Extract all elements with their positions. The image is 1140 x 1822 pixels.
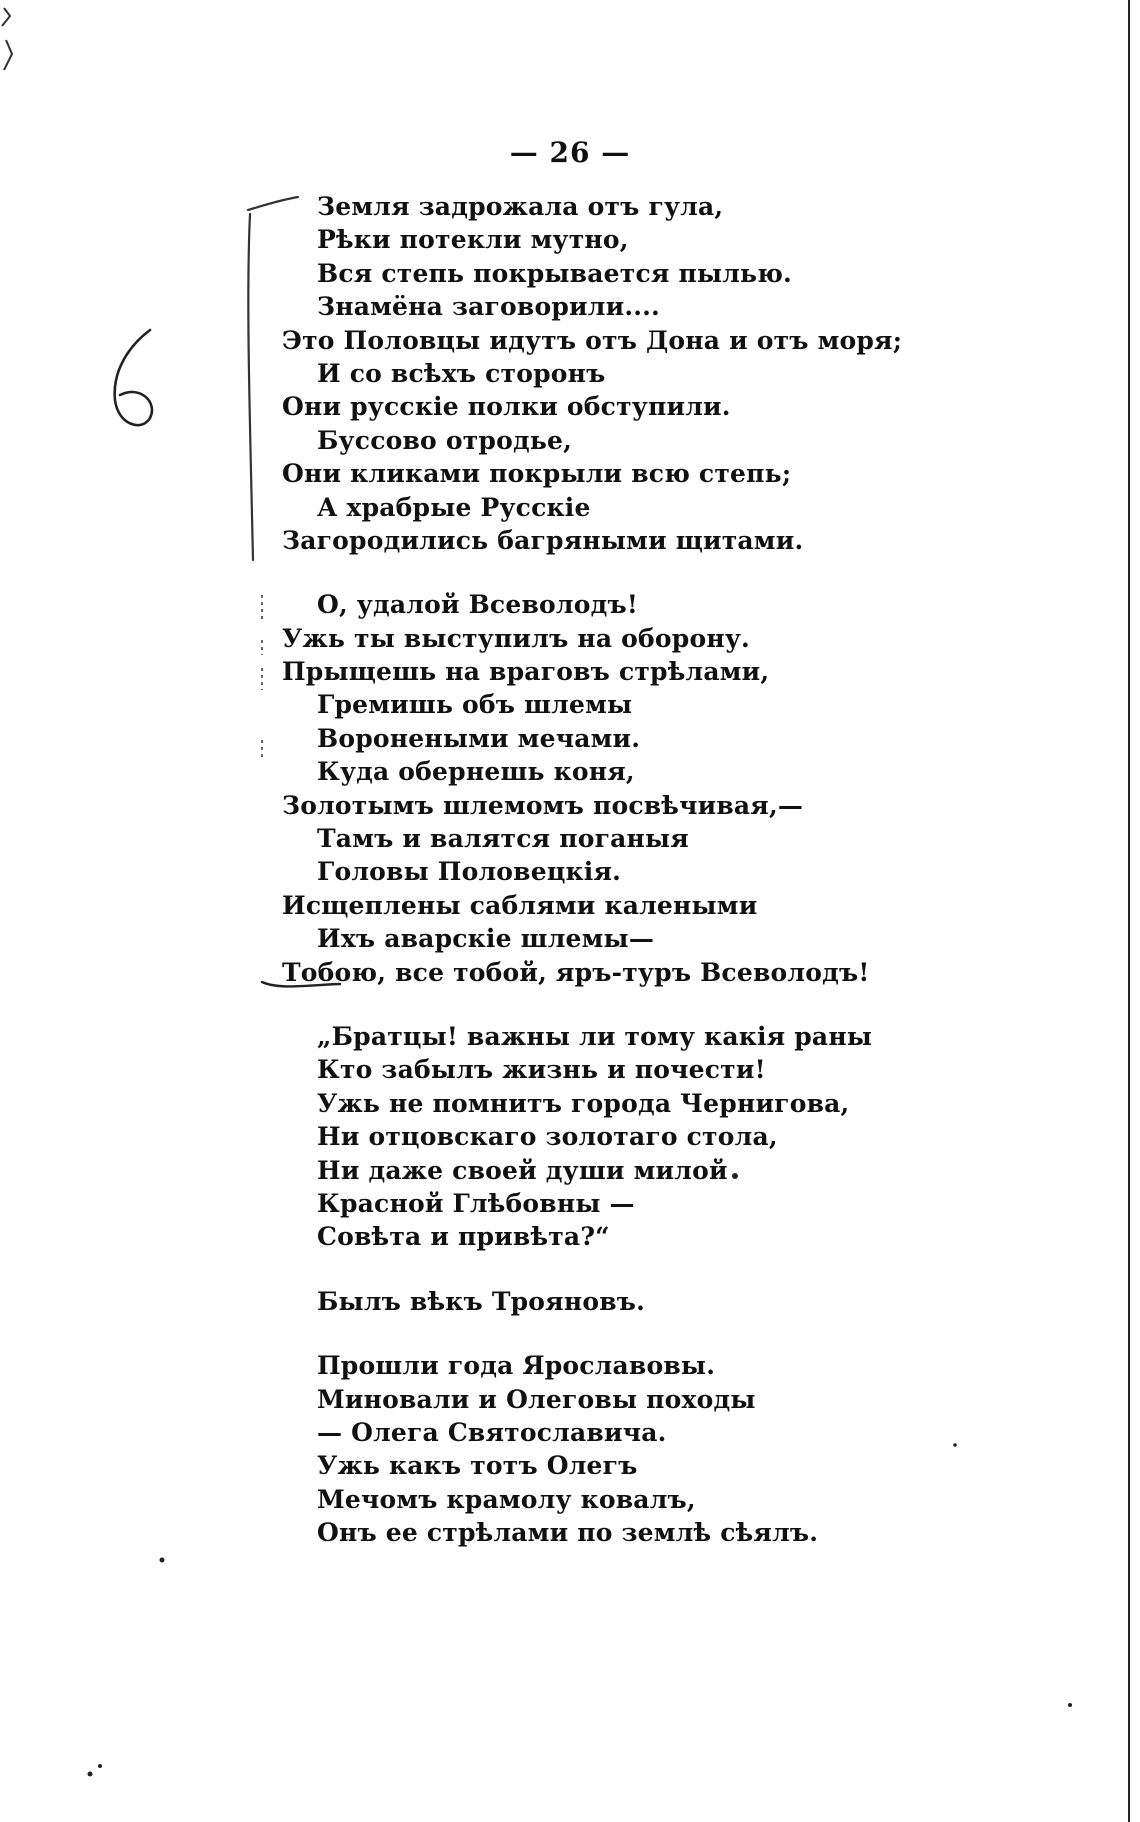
poem-line: О, удалой Всеволодъ! [317,590,639,620]
poem-line: Вся степь покрывается пылью. [317,258,792,288]
poem-line: И со всѣхъ сторонъ [317,358,606,388]
poem-line: Они русскіе полки обступили. [282,392,731,422]
poem-line: Тамъ и валятся поганыя [317,824,689,854]
poem-line: Ни отцовскаго золотаго стола, [317,1122,778,1152]
poem-line: Они кликами покрыли всю степь; [282,459,792,489]
stanza-gap [282,989,1082,1020]
handwritten-six-mark [115,330,152,425]
ink-speck [88,1772,93,1777]
page-number: — 26 — [509,136,631,169]
poem-line: Это Половцы идутъ отъ Дона и отъ моря; [282,325,903,355]
ink-speck [98,1764,102,1768]
poem-line: „Братцы! важны ли тому какія раны [317,1021,873,1051]
poem-line: Ужь не помнитъ города Чернигова, [317,1088,850,1118]
poem-line: Буссово отродье, [317,425,572,455]
poem-line: Исщеплены саблями калеными [282,890,758,920]
poem-line: Былъ вѣкъ Трояновъ. [317,1286,646,1316]
poem-line: Онъ ее стрѣлами по землѣ сѣялъ. [317,1518,819,1548]
ink-speck [160,1558,165,1563]
poem-line: — Олега Святославича. [317,1417,667,1447]
poem-line: Ихъ аварскіе шлемы— [317,924,655,954]
stanza-gap [282,1254,1082,1285]
poem-line: Прыщешь на враговъ стрѣлами, [282,657,770,687]
ink-speck [1068,1703,1072,1707]
stanza-gap [282,1318,1082,1349]
poem-line: Красной Глѣбовны — [317,1188,635,1218]
poem-line: Куда обернешь коня, [317,757,635,787]
poem-line: Ужь ты выступилъ на оборону. [282,623,750,653]
poem-line: Совѣта и привѣта?“ [317,1222,610,1252]
poem-text [282,190,1082,1549]
corner-scribble-mark [2,8,12,70]
poem-line: Кто забылъ жизнь и почести! [317,1055,766,1085]
poem-line: Прошли года Ярославовы. [317,1351,716,1381]
poem-line: Воронеными мечами. [317,723,641,753]
stanza-gap [282,557,1082,588]
poem-line: Гремишь объ шлемы [317,690,633,720]
page-edge-line [1128,0,1130,1822]
poem-line: Ни даже своей души милой [317,1155,728,1185]
poem-line: Мечомъ крамолу ковалъ, [317,1484,696,1514]
poem-line: Головы Половецкія. [317,857,622,887]
poem-line: А храбрые Русскіе [317,492,591,522]
poem-line: Ужь какъ тотъ Олегъ [317,1451,638,1481]
poem-line: Знамёна заговорили.... [317,292,660,322]
poem-line: Рѣки потекли мутно, [317,225,629,255]
poem-line: Миновали и Олеговы походы [317,1384,756,1414]
poem-line: Тобою, все тобой, яръ-туръ Всеволодъ! [282,957,870,987]
poem-line: Загородились багряными щитами. [282,525,804,555]
poem-line: Земля задрожала отъ гула, [317,192,724,221]
poem-line: Золотымъ шлемомъ посвѣчивая,— [282,790,804,820]
